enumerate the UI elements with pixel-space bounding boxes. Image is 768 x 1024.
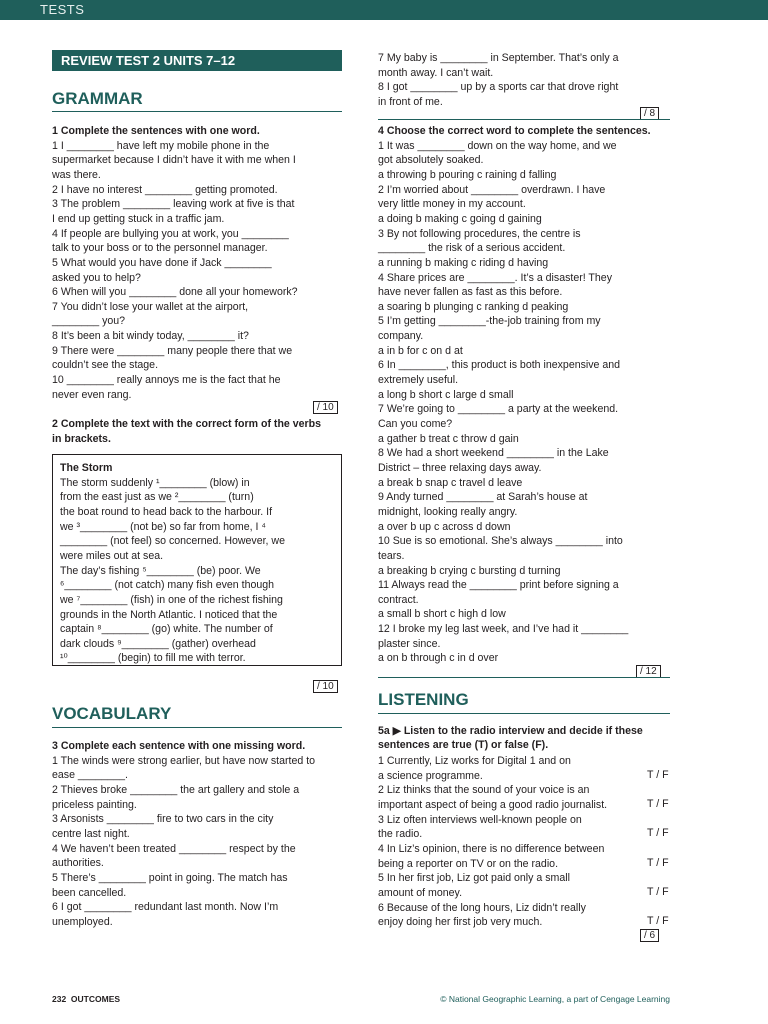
right-top-lines-line: 7 My baby is ________ in September. That’s only a (378, 52, 619, 64)
q4-lines-line: a throwing b pouring c raining d falling (378, 168, 557, 181)
listen-lines-line: a science programme. (378, 769, 483, 782)
q4-lines-line: a breaking b crying c bursting d turning (378, 564, 561, 577)
q4-lines-line: ________ the risk of a serious accident. (378, 242, 566, 255)
q4-lines-line: a running b making c riding d having (378, 256, 549, 269)
right-top-lines-line: 8 I got ________ up by a sports car that drove right (378, 81, 619, 94)
vocabulary-heading: VOCABULARY (52, 704, 172, 723)
q4-lines-line: a long b short c large d small (378, 388, 514, 401)
story-lines-line: dark clouds ⁹________ (gather) overhead (60, 637, 256, 650)
listen-lines-line: 6 Because of the long hours, Liz didn’t really (378, 901, 586, 914)
q4-lines-line: 11 Always read the ________ print before signing a (378, 579, 619, 592)
q4-lines-line: 10 Sue is so emotional. She’s always ________ into (378, 535, 623, 548)
story-lines-line: we ⁷________ (fish) in one of the richest fishing (60, 593, 283, 606)
q4-lines-line: 3 By not following procedures, the centre is (378, 227, 581, 240)
q4-lines-line: 8 We had a short weekend ________ in the Lake (378, 447, 609, 460)
q4-lines-line: 6 In ________, this product is both inexpensive and (378, 359, 621, 372)
true-false-marker: T / F (647, 797, 669, 810)
q4-lines-line: 9 Andy turned ________ at Sarah’s house at (378, 491, 588, 504)
story-lines-line: captain ⁸________ (go) white. The number of (60, 623, 273, 636)
q2-lines-line: in brackets. (52, 432, 111, 445)
vocab-lines-line: 6 I got ________ redundant last month. Now I’m (52, 901, 279, 914)
listen-lines-line: 5 In her first job, Liz got paid only a small (378, 872, 570, 885)
left-lines-line: 3 The problem ________ leaving work at five is that (52, 198, 295, 211)
q4-rule (378, 677, 670, 678)
left-lines-line: never even rang. (52, 388, 132, 401)
vocab-lines-line: 4 We haven’t been treated ________ respect by the (52, 842, 296, 855)
q4-lines-line: got absolutely soaked. (378, 154, 484, 167)
vocab-lines-line: 3 Complete each sentence with one missing word. (52, 740, 306, 752)
q4-lines-line: a small b short c high d low (378, 608, 506, 621)
left-lines-line: was there. (52, 168, 101, 181)
left-lines-line: I end up getting stuck in a traffic jam. (52, 212, 225, 225)
q3-rule (378, 119, 670, 120)
story-lines-line: The storm suddenly ¹________ (blow) in (60, 476, 250, 489)
listen-lines-line: amount of money. (378, 886, 463, 899)
footer-book: OUTCOMES (70, 994, 121, 1004)
vocab-lines-line: unemployed. (52, 915, 113, 928)
story-lines-line: were miles out at sea. (60, 549, 164, 562)
left-lines-line: couldn’t see the stage. (52, 359, 159, 372)
left-lines-line: 5 What would you have done if Jack ________ (52, 256, 272, 269)
q4-lines-line: 12 I broke my leg last week, and I’ve had it ________ (378, 623, 629, 636)
left-lines-line: ________ you? (52, 315, 126, 328)
q2-lines-line: 2 Complete the text with the correct form of the verbs (52, 418, 322, 430)
left-lines-line: 2 I have no interest ________ getting promoted. (52, 183, 278, 196)
story-lines-line: ¹⁰________ (begin) to fill me with terror. (60, 652, 246, 665)
page-number: 232 (52, 994, 67, 1004)
grammar-rule (52, 111, 342, 112)
vocab-lines-line: 1 The winds were strong earlier, but have now started to (52, 754, 316, 767)
left-lines-line: 10 ________ really annoys me is the fact that he (52, 374, 281, 387)
footer-copyright: © National Geographic Learning, a part of Cengage Learning (440, 994, 670, 1004)
listen-lines-line: 2 Liz thinks that the sound of your voice is an (378, 784, 590, 797)
score-box-q1: / 10 (313, 401, 338, 414)
listen-lines-line: the radio. (378, 828, 423, 841)
header-label: TESTS (40, 2, 85, 17)
listen-lines-line: being a reporter on TV or on the radio. (378, 857, 559, 870)
score-box-q3: / 8 (640, 107, 659, 120)
vocab-lines-line: centre last night. (52, 827, 130, 840)
review-test-banner (52, 50, 342, 71)
vocab-lines-line: authorities. (52, 857, 104, 870)
listen-lines-line: 3 Liz often interviews well-known people on (378, 813, 582, 826)
listen-lines-line: 4 In Liz’s opinion, there is no difference between (378, 842, 605, 855)
q4-lines-line: a gather b treat c throw d gain (378, 432, 519, 445)
q4-lines-line: very little money in my account. (378, 198, 526, 211)
right-top-lines-line: month away. I can’t wait. (378, 66, 494, 79)
q4-lines-line: District – three relaxing days away. (378, 461, 542, 474)
story-lines-line: grounds in the North Atlantic. I noticed that the (60, 608, 278, 621)
score-box-q2: / 10 (313, 680, 338, 693)
left-lines-line: 4 If people are bullying you at work, you ________ (52, 227, 289, 240)
left-lines-line: 1 Complete the sentences with one word. (52, 125, 260, 137)
q4-lines-line: midnight, looking really angry. (378, 505, 518, 518)
left-lines-line: talk to your boss or to the personnel manager. (52, 242, 268, 255)
q4-lines-line: a over b up c across d down (378, 520, 511, 533)
q4-lines-line: a on b through c in d over (378, 652, 499, 665)
q4-lines-line: tears. (378, 549, 405, 562)
banner-title: REVIEW TEST 2 UNITS 7–12 (61, 53, 236, 68)
q4-lines-line: 7 We’re going to ________ a party at the weekend. (378, 403, 619, 416)
listening-instruction-1: 5a ▶ Listen to the radio interview and decide if these (378, 725, 643, 737)
right-top-lines-line: in front of me. (378, 95, 443, 108)
listening-instruction-2: sentences are true (T) or false (F). (378, 739, 549, 751)
q4-lines-line: a doing b making c going d gaining (378, 212, 542, 225)
q4-lines-line: 5 I’m getting ________-the-job training from my (378, 315, 601, 328)
listen-lines-line: enjoy doing her first job very much. (378, 916, 543, 929)
listening-heading: LISTENING (378, 690, 469, 709)
listening-rule (378, 713, 670, 714)
true-false-marker: T / F (647, 915, 669, 928)
true-false-marker: T / F (647, 856, 669, 869)
story-lines-line: ________ (not feel) so concerned. However, we (60, 535, 285, 548)
left-lines-line: supermarket because I didn’t have it with me when I (52, 154, 296, 167)
left-lines-line: 6 When will you ________ done all your homework? (52, 286, 298, 299)
footer-left (52, 994, 120, 1004)
story-lines-line: The day’s fishing ⁵________ (be) poor. We (60, 564, 261, 577)
left-lines-line: 7 You didn’t lose your wallet at the airport, (52, 300, 249, 313)
q4-lines-line: 1 It was ________ down on the way home, and we (378, 139, 617, 152)
q4-lines-line: contract. (378, 593, 419, 606)
story-lines-line: ⁶________ (not catch) many fish even though (60, 579, 275, 592)
vocab-lines-line: priceless painting. (52, 798, 137, 811)
vocab-lines-line: 5 There’s ________ point in going. The match has (52, 871, 288, 884)
left-lines-line: asked you to help? (52, 271, 141, 284)
score-box-q5: / 6 (640, 929, 659, 942)
q4-lines-line: Can you come? (378, 418, 453, 430)
vocab-lines-line: 2 Thieves broke ________ the art gallery and stole a (52, 783, 300, 796)
q4-lines-line: a in b for c on d at (378, 344, 463, 357)
listen-lines-line: important aspect of being a good radio journalist. (378, 798, 608, 811)
story-lines-line: The Storm (60, 462, 113, 474)
vocab-lines-line: ease ________. (52, 769, 128, 782)
story-lines-line: from the east just as we ²________ (turn) (60, 491, 254, 504)
left-lines-line: 8 It’s been a bit windy today, ________ it? (52, 330, 249, 343)
grammar-heading: GRAMMAR (52, 89, 143, 108)
true-false-marker: T / F (647, 768, 669, 781)
q4-lines-line: 2 I’m worried about ________ overdrawn. I have (378, 183, 606, 196)
score-box-q4: / 12 (636, 665, 661, 678)
header-bar (0, 0, 768, 20)
listen-lines-line: 1 Currently, Liz works for Digital 1 and on (378, 755, 571, 767)
q4-lines-line: plaster since. (378, 637, 441, 650)
q4-lines-line: a soaring b plunging c ranking d peaking (378, 300, 569, 313)
story-lines-line: we ³________ (not be) so far from home, I ⁴ (60, 520, 266, 533)
vocab-lines-line: been cancelled. (52, 886, 127, 899)
vocabulary-rule (52, 727, 342, 728)
left-lines-line: 1 I ________ have left my mobile phone in the (52, 139, 270, 152)
q4-lines-line: company. (378, 330, 424, 343)
q4-lines-line: a break b snap c travel d leave (378, 476, 523, 489)
story-lines-line: the boat round to head back to the harbour. If (60, 505, 273, 518)
q4-lines-line: have never fallen as fast as this before. (378, 286, 563, 299)
vocab-lines-line: 3 Arsonists ________ fire to two cars in the city (52, 813, 274, 826)
true-false-marker: T / F (647, 885, 669, 898)
q4-lines-line: 4 Choose the correct word to complete the sentences. (378, 125, 651, 137)
true-false-marker: T / F (647, 827, 669, 840)
q4-lines-line: 4 Share prices are ________. It’s a disaster! They (378, 271, 612, 284)
q4-lines-line: extremely useful. (378, 374, 459, 387)
left-lines-line: 9 There were ________ many people there that we (52, 344, 293, 357)
